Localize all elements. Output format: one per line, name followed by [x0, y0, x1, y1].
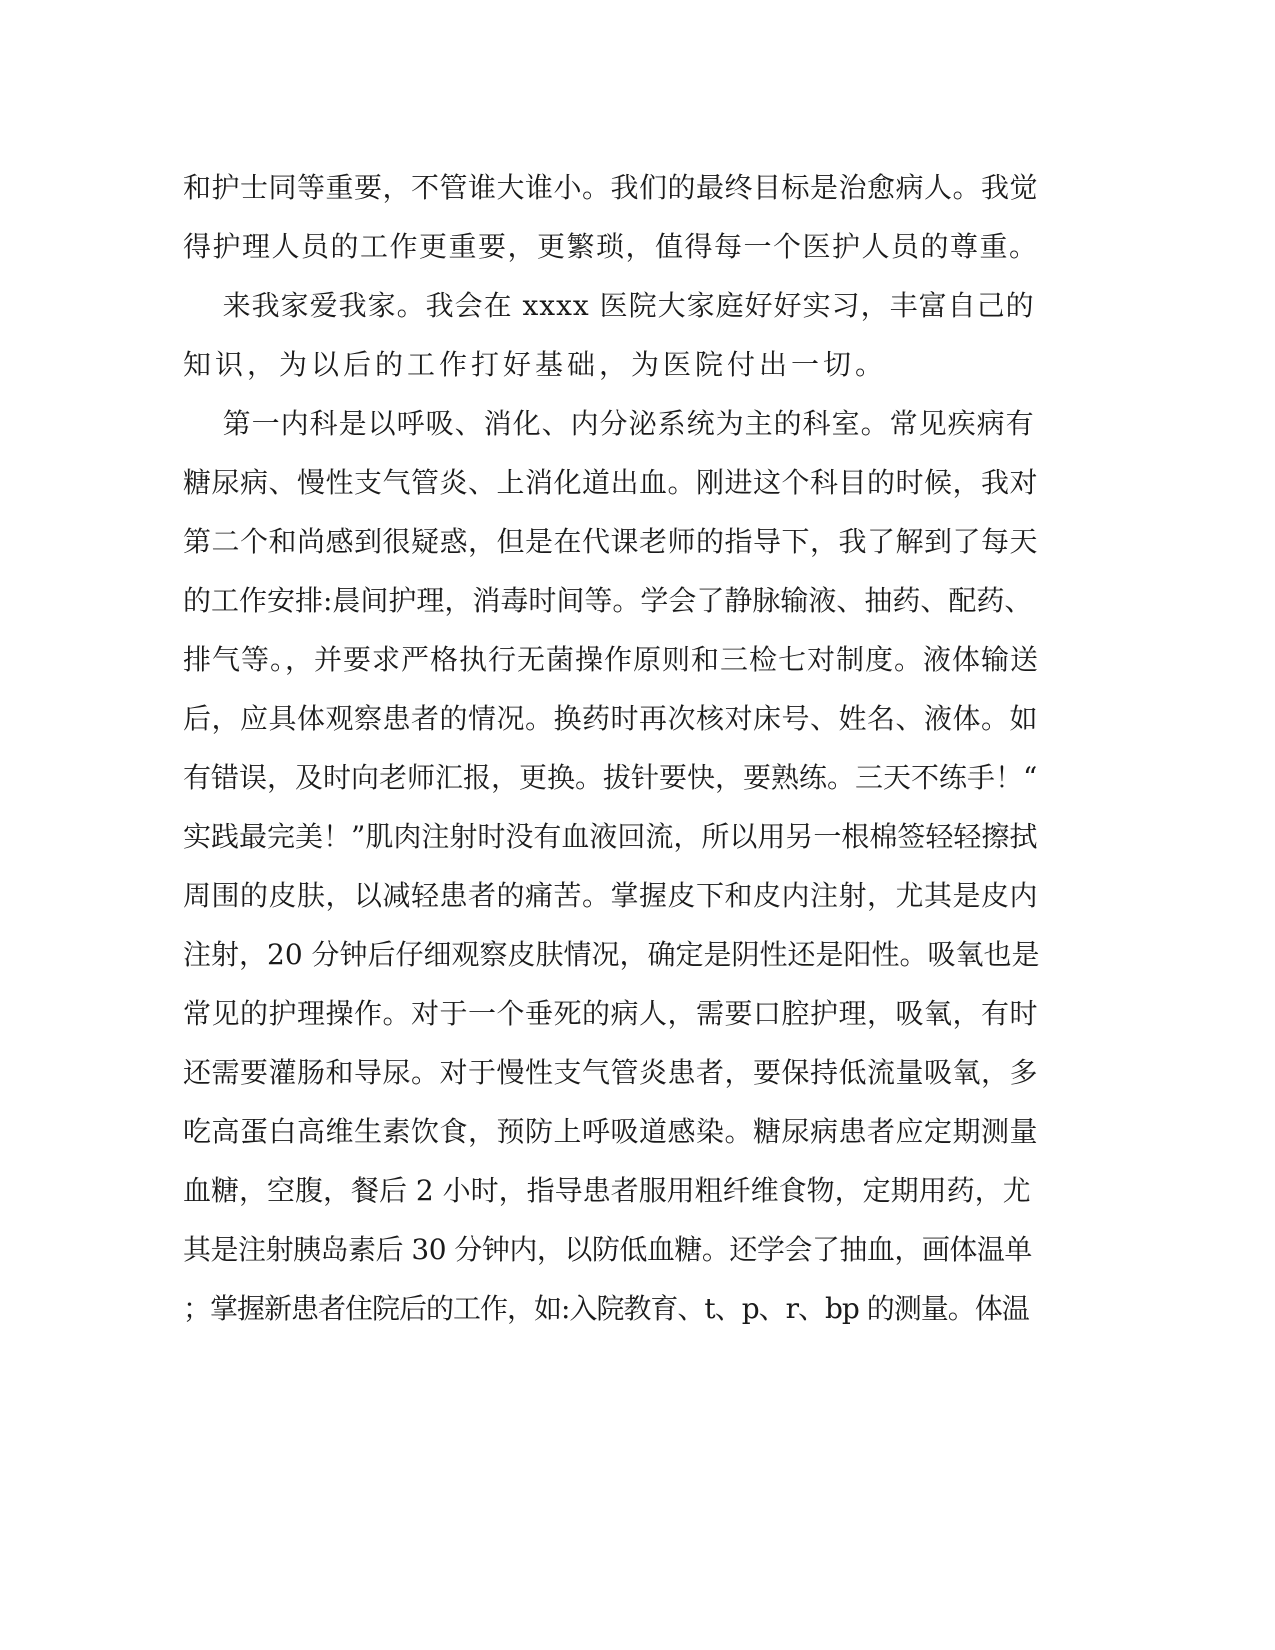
- text-line: 常见的护理操作。对于一个垂死的病人，需要口腔护理，吸氧，有时: [183, 997, 1039, 1030]
- text-line: 血糖，空腹，餐后 2 小时，指导患者服用粗纤维食物，定期用药，尤: [183, 1174, 1031, 1207]
- text-line: 后，应具体观察患者的情况。换药时再次核对床号、姓名、液体。如: [183, 702, 1039, 735]
- text-line: 排气等。，并要求严格执行无菌操作原则和三检七对制度。液体输送: [183, 643, 1040, 676]
- text-line: 实践最完美！”肌肉注射时没有血液回流，所以用另一根棉签轻轻擦拭: [183, 820, 1038, 853]
- text-line: 的工作安排:晨间护理，消毒时间等。学会了静脉输液、抽药、配药、: [183, 584, 1033, 617]
- text-line: 和护士同等重要，不管谁大谁小。我们的最终目标是治愈病人。我觉: [183, 171, 1039, 204]
- text-line: 来我家爱我家。我会在 xxxx 医院大家庭好好实习，丰富自己的: [183, 289, 1035, 322]
- text-line: 其是注射胰岛素后 30 分钟内，以防低血糖。还学会了抽血，画体温单: [183, 1233, 1032, 1266]
- text-line: 吃高蛋白高维生素饮食，预防上呼吸道感染。糖尿病患者应定期测量: [183, 1115, 1039, 1148]
- text-line: 第一内科是以呼吸、消化、内分泌系统为主的科室。常见疾病有: [183, 407, 1035, 440]
- text-line: 还需要灌肠和导尿。对于慢性支气管炎患者，要保持低流量吸氧，多: [183, 1056, 1039, 1089]
- text-line: 糖尿病、慢性支气管炎、上消化道出血。刚进这个科目的时候，我对: [183, 466, 1039, 499]
- text-line: 注射，20 分钟后仔细观察皮肤情况，确定是阴性还是阳性。吸氧也是: [183, 938, 1040, 971]
- text-line: 有错误，及时向老师汇报，更换。拔针要快，要熟练。三天不练手！“: [183, 761, 1038, 794]
- text-line: 第二个和尚感到很疑惑，但是在代课老师的指导下，我了解到了每天: [183, 525, 1039, 558]
- text-line: ；掌握新患者住院后的工作，如:入院教育、t、p、r、bp 的测量。体温: [183, 1292, 1029, 1325]
- text-line: 得护理人员的工作更重要，更繁琐，值得每一个医护人员的尊重。: [183, 230, 1039, 263]
- text-line: 周围的皮肤，以减轻患者的痛苦。掌握皮下和皮内注射，尤其是皮内: [183, 879, 1039, 912]
- body-text: [183, 158, 1043, 1338]
- text-line: 知识，为以后的工作打好基础，为医院付出一切。: [183, 348, 888, 381]
